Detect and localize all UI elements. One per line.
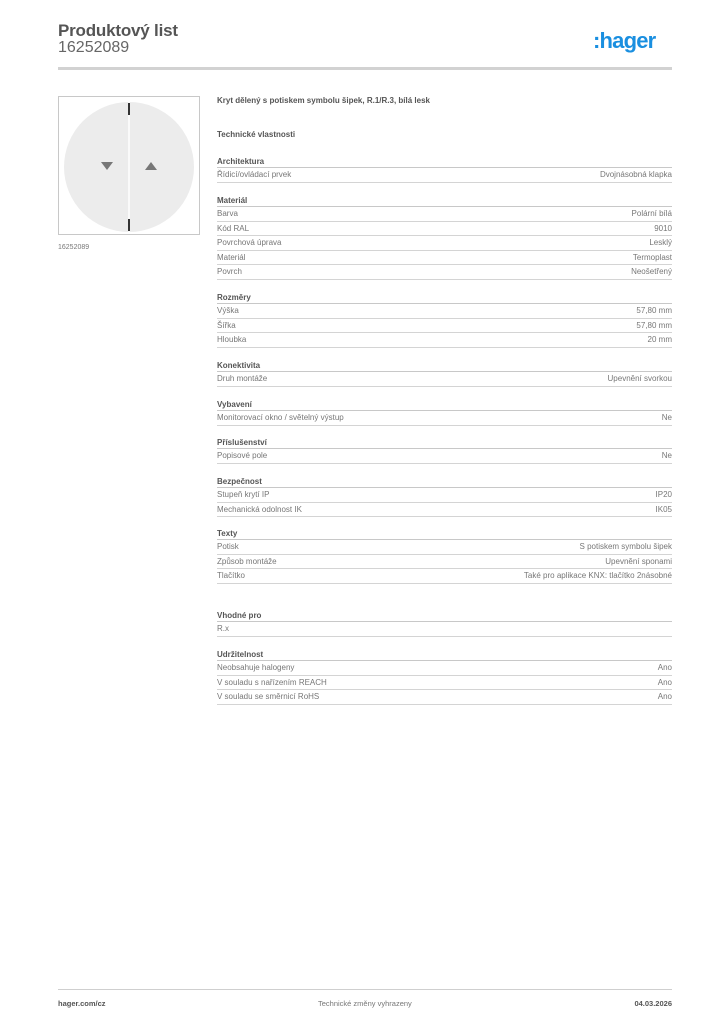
spec-value: 9010: [654, 223, 672, 233]
section-bezpecnost: [217, 475, 672, 517]
section-title: Vybavení: [217, 398, 672, 411]
section-title: Příslušenství: [217, 436, 672, 449]
spec-key: Materiál: [217, 252, 246, 262]
spec-key: Povrch: [217, 267, 242, 276]
spec-value: S potiskem symbolu šipek: [579, 542, 672, 551]
spec-value: Ano: [657, 663, 672, 672]
section-material: [217, 194, 672, 280]
spec-value: 57,80 mm: [636, 320, 672, 330]
document-title: Produktový list: [58, 21, 178, 40]
spec-row: [217, 569, 672, 584]
spec-key: Neobsahuje halogeny: [217, 663, 295, 672]
spec-key: Hloubka: [217, 335, 247, 344]
spec-key: Kód RAL: [217, 223, 250, 233]
spec-row: [217, 503, 672, 518]
specs-heading: Technické vlastnosti: [217, 130, 296, 139]
spec-row: [217, 251, 672, 266]
image-caption: 16252089: [58, 244, 90, 251]
hager-logo: :hager: [593, 28, 656, 53]
spec-row: [217, 372, 672, 387]
spec-row: [217, 265, 672, 280]
footer-website-link[interactable]: hager.com/cz: [58, 999, 106, 1008]
spec-key: R.x: [217, 624, 229, 633]
section-title: Rozměry: [217, 291, 672, 304]
spec-row: [217, 207, 672, 222]
spec-key: Monitorovací okno / světelný výstup: [217, 413, 344, 422]
section-vybaveni: [217, 398, 672, 426]
top-notch: [128, 103, 130, 115]
spec-row: [217, 304, 672, 319]
spec-key: Tlačítko: [217, 571, 246, 580]
spec-key: Výška: [217, 306, 239, 315]
spec-value: IP20: [655, 490, 672, 499]
section-architektura: [217, 155, 672, 183]
spec-row: [217, 540, 672, 555]
spec-row: [217, 319, 672, 334]
section-prislusenstvi: [217, 436, 672, 464]
spec-row: [217, 622, 672, 637]
spec-row: [217, 222, 672, 237]
spec-key: Šířka: [217, 320, 236, 330]
spec-value: Ano: [657, 677, 672, 687]
spec-value: 20 mm: [647, 335, 672, 344]
spec-key: Potisk: [217, 542, 239, 551]
section-udrzitelnost: [217, 648, 672, 705]
section-texty: [217, 527, 672, 584]
spec-key: Stupeň krytí IP: [217, 490, 270, 499]
header-divider: [58, 67, 672, 70]
product-image: [58, 96, 200, 235]
spec-row: [217, 676, 672, 691]
spec-key: Druh montáže: [217, 374, 268, 383]
spec-key: Způsob montáže: [217, 556, 277, 566]
spec-value: Termoplast: [632, 252, 672, 262]
spec-row: [217, 168, 672, 183]
spec-value: Také pro aplikace KNX: tlačítko 2násobné: [523, 571, 672, 580]
section-title: Materiál: [217, 194, 672, 207]
section-konektivita: [217, 359, 672, 387]
section-rozmery: [217, 291, 672, 348]
section-title: Vhodné pro: [217, 609, 672, 622]
spec-row: [217, 690, 672, 705]
spec-value: Neošetřený: [631, 267, 672, 276]
spec-value: Ano: [657, 692, 672, 701]
spec-row: [217, 333, 672, 348]
spec-value: Ne: [661, 451, 672, 460]
spec-value: Polární bílá: [631, 209, 672, 218]
section-title: Architektura: [217, 155, 672, 168]
spec-value: Upevnění sponami: [605, 556, 672, 566]
spec-value: 57,80 mm: [636, 306, 672, 315]
spec-value: Lesklý: [649, 238, 672, 247]
spec-value: Upevnění svorkou: [607, 374, 672, 383]
section-title: Konektivita: [217, 359, 672, 372]
spec-key: Řídicí/ovládací prvek: [217, 170, 292, 179]
switch-cover-disc: [64, 102, 194, 232]
spec-value: Ne: [661, 413, 672, 422]
spec-value: IK05: [655, 504, 672, 514]
spec-row: [217, 411, 672, 426]
spec-key: Barva: [217, 209, 238, 218]
product-title: Kryt dělený s potiskem symbolu šipek, R.1/R.3, bílá lesk: [217, 96, 430, 105]
spec-key: Popisové pole: [217, 451, 268, 460]
arrow-down-icon: [101, 162, 113, 170]
bottom-notch: [128, 219, 130, 231]
section-title: Texty: [217, 527, 672, 540]
spec-key: Povrchová úprava: [217, 238, 282, 247]
footer-date: 04.03.2026: [634, 999, 672, 1008]
spec-key: V souladu se směrnicí RoHS: [217, 692, 320, 701]
section-title: Bezpečnost: [217, 475, 672, 488]
spec-row: [217, 236, 672, 251]
spec-row: [217, 449, 672, 464]
spec-value: Dvojnásobná klapka: [599, 170, 672, 179]
spec-row: [217, 555, 672, 570]
footer-divider: [58, 989, 672, 990]
spec-key: Mechanická odolnost IK: [217, 504, 302, 514]
spec-key: V souladu s nařízením REACH: [217, 677, 327, 687]
section-title: Udržitelnost: [217, 648, 672, 661]
split-line: [128, 102, 130, 232]
spec-row: [217, 661, 672, 676]
section-vhodne-pro: [217, 609, 672, 637]
spec-row: [217, 488, 672, 503]
arrow-up-icon: [145, 162, 157, 170]
footer-note: Technické změny vyhrazeny: [318, 999, 412, 1008]
product-number: 16252089: [58, 39, 130, 56]
